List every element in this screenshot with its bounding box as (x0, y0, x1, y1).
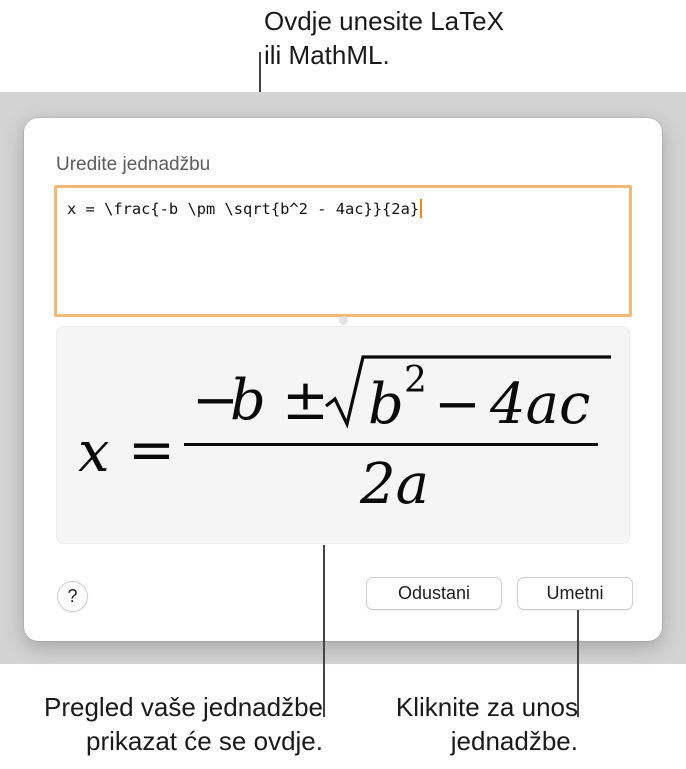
text-caret (420, 199, 422, 218)
insert-callout (368, 690, 578, 758)
input-callout (264, 4, 584, 72)
radicand-4ac: 4ac (490, 372, 591, 437)
formula-equals: = (128, 418, 175, 483)
equation-source-text[interactable]: x = \frac{-b \pm \sqrt{b^2 - 4ac}}{2a} (67, 199, 422, 218)
cancel-button[interactable]: Odustani (367, 578, 501, 609)
dialog-title: Uredite jednadžbu (56, 154, 211, 175)
preview-callout-line-2: prikazat će se ovdje. (85, 726, 323, 756)
input-callout-line-1: Ovdje unesite LaTeX (264, 6, 504, 36)
formula-lhs: x (78, 420, 110, 485)
equation-preview (56, 326, 630, 544)
preview-callout-leader (323, 545, 325, 717)
insert-callout-line-2: jednadžbe. (450, 726, 578, 756)
insert-button[interactable]: Umetni (518, 578, 632, 609)
radicand-minus: − (434, 372, 481, 437)
resize-handle[interactable] (339, 316, 348, 325)
radicand-b: b (368, 372, 404, 437)
help-button[interactable]: ? (58, 582, 87, 611)
equation-input[interactable] (54, 185, 632, 317)
numerator-minus: − (192, 368, 239, 433)
rendered-formula (56, 326, 630, 544)
fraction-bar (184, 443, 598, 446)
denominator-2a: 2a (360, 452, 430, 517)
numerator-b: b (230, 368, 266, 433)
input-callout-line-2: ili MathML. (264, 40, 390, 70)
numerator-plus-minus: ± (282, 368, 329, 433)
insert-callout-line-1: Kliknite za unos (395, 692, 578, 722)
equation-dialog (24, 118, 662, 641)
preview-callout-line-1: Pregled vaše jednadžbe (44, 692, 323, 722)
preview-callout (8, 690, 323, 758)
radicand-exponent: 2 (404, 360, 427, 401)
